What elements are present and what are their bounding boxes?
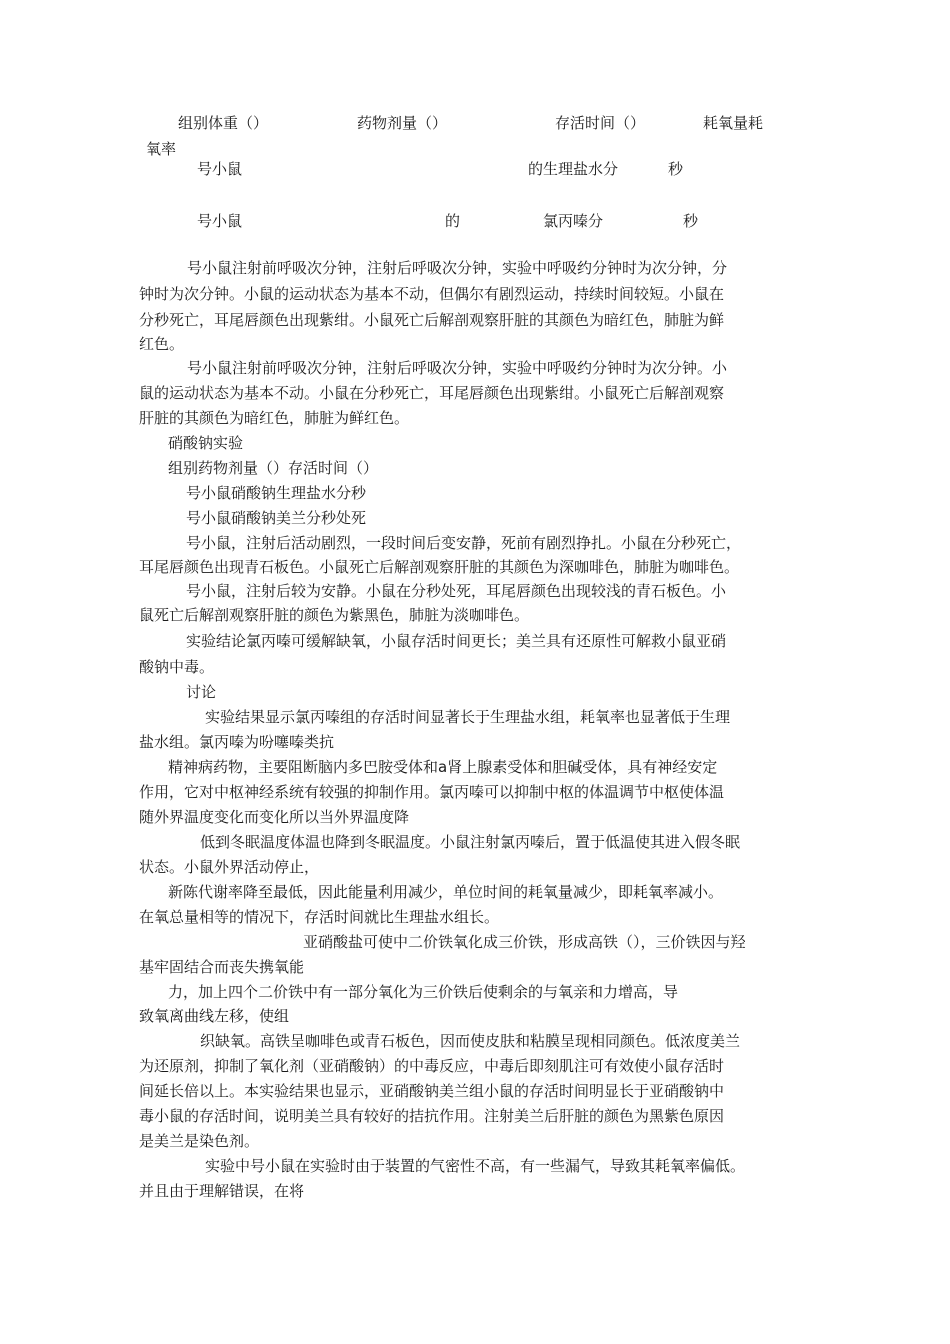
section-heading: 硝酸钠实验 bbox=[168, 434, 244, 452]
discussion-heading: 讨论 bbox=[186, 683, 217, 701]
paragraph-line: 号小鼠，注射后活动剧烈，一段时间后变安静，死前有剧烈挣扎。小鼠在分秒死亡， bbox=[186, 534, 742, 552]
table-header-dose: 药物剂量（） bbox=[357, 114, 448, 132]
paragraph-line: 号小鼠注射前呼吸次分钟，注射后呼吸次分钟，实验中呼吸约分钟时为次分钟。小 bbox=[187, 359, 728, 377]
table-cell: 的 bbox=[445, 212, 461, 230]
paragraph-line: 号小鼠注射前呼吸次分钟，注射后呼吸次分钟，实验中呼吸约分钟时为次分钟，分 bbox=[187, 259, 728, 277]
discussion-line: 状态。小鼠外界活动停止， bbox=[139, 858, 320, 876]
table-header: 组别药物剂量（）存活时间（） bbox=[168, 459, 379, 477]
discussion-line: 精神病药物，主要阻断脑内多巴胺受体和a肾上腺素受体和胆碱受体，具有神经安定 bbox=[168, 758, 718, 776]
discussion-line: 实验结果显示氯丙嗪组的存活时间显著长于生理盐水组，耗氧率也显著低于生理 bbox=[205, 708, 731, 726]
paragraph-line: 鼠死亡后解剖观察肝脏的颜色为紫黑色，肺脏为淡咖啡色。 bbox=[139, 606, 530, 624]
discussion-line: 是美兰是染色剂。 bbox=[139, 1132, 260, 1150]
table-cell: 的生理盐水分 bbox=[528, 160, 619, 178]
discussion-line: 新陈代谢率降至最低，因此能量利用减少，单位时间的耗氧量减少，即耗氧率减小。 bbox=[168, 883, 724, 901]
discussion-line: 作用，它对中枢神经系统有较强的抑制作用。氯丙嗪可以抑制中枢的体温调节中枢使体温 bbox=[139, 783, 725, 801]
discussion-line: 毒小鼠的存活时间，说明美兰具有较好的拮抗作用。注射美兰后肝脏的颜色为黑紫色原因 bbox=[139, 1107, 725, 1125]
paragraph-line: 钟时为次分钟。小鼠的运动状态为基本不动，但偶尔有剧烈运动，持续时间较短。小鼠在 bbox=[139, 285, 725, 303]
paragraph-line: 鼠的运动状态为基本不动。小鼠在分秒死亡，耳尾唇颜色出现紫绀。小鼠死亡后解剖观察 bbox=[139, 384, 725, 402]
discussion-line: 基牢固结合而丧失携氧能 bbox=[139, 958, 305, 976]
discussion-line: 织缺氧。高铁呈咖啡色或青石板色，因而使皮肤和粘膜呈现相同颜色。低浓度美兰 bbox=[200, 1032, 741, 1050]
discussion-line: 为还原剂，抑制了氧化剂（亚硝酸钠）的中毒反应，中毒后即刻肌注可有效使小鼠存活时 bbox=[139, 1057, 725, 1075]
table-cell: 号小鼠 bbox=[197, 212, 243, 230]
table-cell: 氯丙嗪分 bbox=[543, 212, 604, 230]
table-header-oxygen: 耗氧量耗 bbox=[703, 114, 764, 132]
table-cell: 秒 bbox=[668, 160, 684, 178]
discussion-line: 实验中号小鼠在实验时由于装置的气密性不高，有一些漏气，导致其耗氧率偏低。 bbox=[205, 1157, 746, 1175]
table-header-group-weight: 组别体重（） bbox=[178, 114, 269, 132]
paragraph-line: 红色。 bbox=[139, 335, 185, 353]
discussion-line: 致氧离曲线左移，使组 bbox=[139, 1007, 290, 1025]
discussion-line: 亚硝酸盐可使中二价铁氧化成三价铁，形成高铁（），三价铁因与羟 bbox=[303, 933, 746, 951]
conclusion-line: 酸钠中毒。 bbox=[139, 658, 215, 676]
paragraph-line: 耳尾唇颜色出现青石板色。小鼠死亡后解剖观察肝脏的其颜色为深咖啡色，肺脏为咖啡色。 bbox=[139, 558, 740, 576]
table-header-survival-time: 存活时间（） bbox=[555, 114, 646, 132]
discussion-line: 低到冬眠温度体温也降到冬眠温度。小鼠注射氯丙嗪后，置于低温使其进入假冬眠 bbox=[200, 833, 741, 851]
discussion-line: 并且由于理解错误，在将 bbox=[139, 1182, 305, 1200]
paragraph-line: 号小鼠，注射后较为安静。小鼠在分秒处死，耳尾唇颜色出现较浅的青石板色。小 bbox=[186, 582, 727, 600]
paragraph-line: 肝脏的其颜色为暗红色，肺脏为鲜红色。 bbox=[139, 409, 410, 427]
discussion-line: 盐水组。氯丙嗪为吩噻嗪类抗 bbox=[139, 733, 335, 751]
discussion-line: 随外界温度变化而变化所以当外界温度降 bbox=[139, 808, 410, 826]
table-cell: 号小鼠 bbox=[197, 160, 243, 178]
discussion-line: 间延长倍以上。本实验结果也显示，亚硝酸钠美兰组小鼠的存活时间明显长于亚硝酸钠中 bbox=[139, 1082, 725, 1100]
paragraph-line: 分秒死亡，耳尾唇颜色出现紫绀。小鼠死亡后解剖观察肝脏的其颜色为暗红色，肺脏为鲜 bbox=[139, 311, 725, 329]
table-row: 号小鼠硝酸钠生理盐水分秒 bbox=[186, 484, 367, 502]
table-row: 号小鼠硝酸钠美兰分秒处死 bbox=[186, 509, 367, 527]
table-header-wrap: 氧率 bbox=[146, 140, 177, 158]
discussion-line: 力，加上四个二价铁中有一部分氧化为三价铁后使剩余的与氧亲和力增高，导 bbox=[168, 983, 679, 1001]
discussion-line: 在氧总量相等的情况下，存活时间就比生理盐水组长。 bbox=[139, 908, 500, 926]
conclusion-line: 实验结论氯丙嗪可缓解缺氧，小鼠存活时间更长；美兰具有还原性可解救小鼠亚硝 bbox=[186, 632, 727, 650]
table-cell: 秒 bbox=[683, 212, 699, 230]
